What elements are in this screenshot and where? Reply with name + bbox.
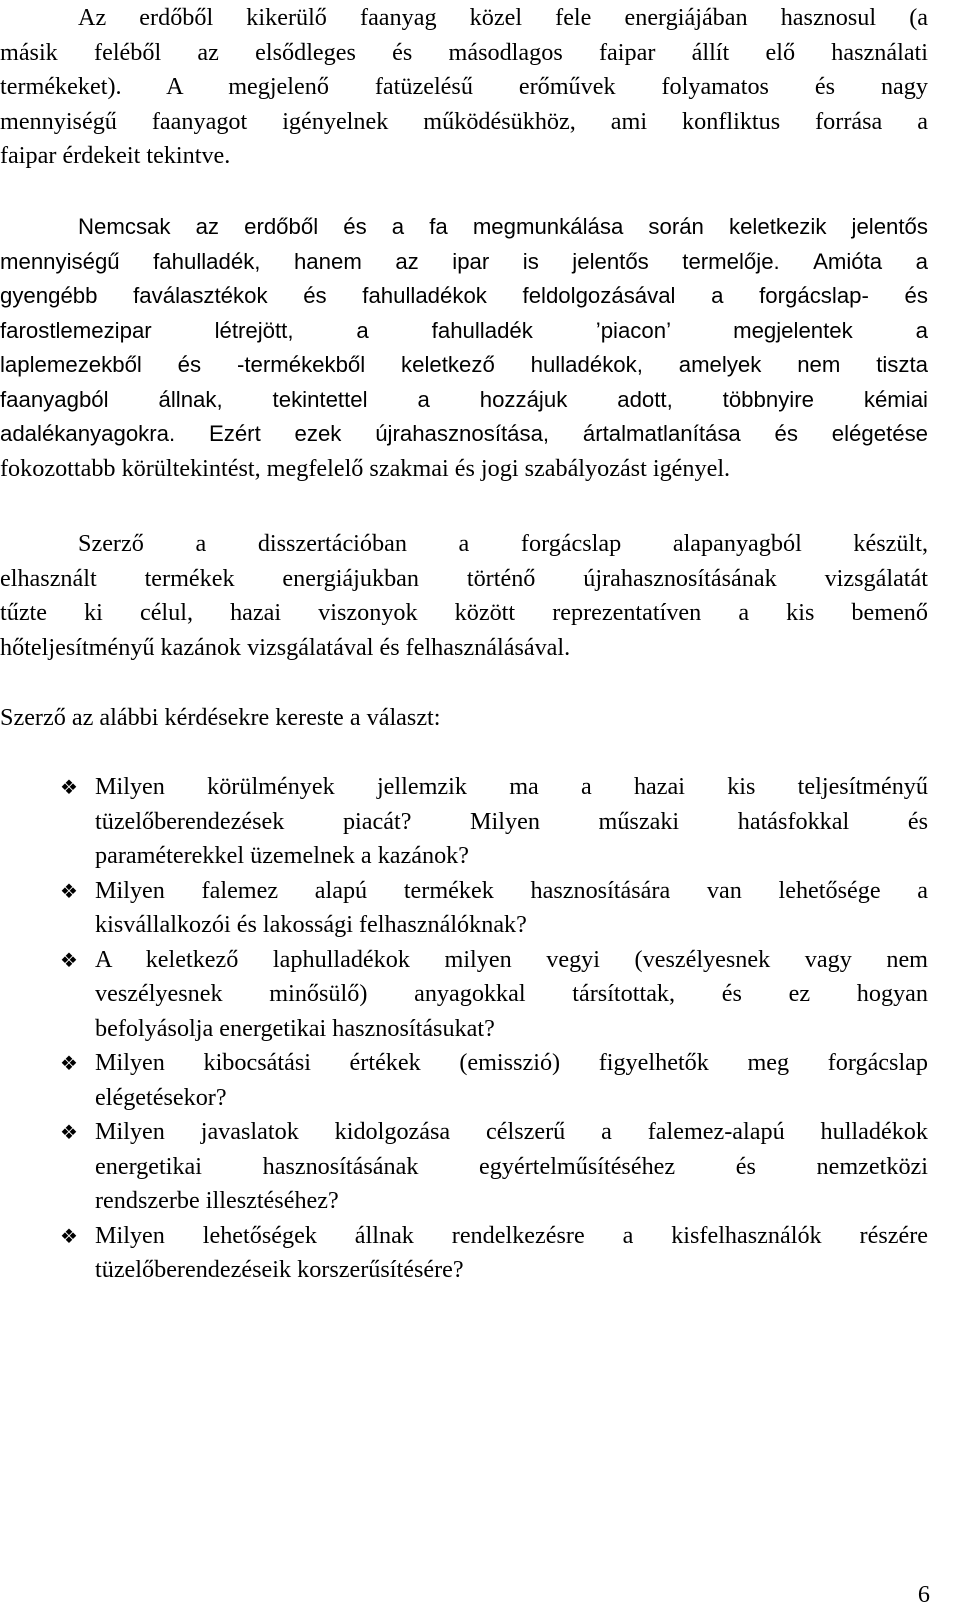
paragraph-waste [0,210,928,486]
paragraph-intro [0,1,928,174]
four-diamond-bullet-icon: ❖ [60,947,78,972]
list-item [60,1115,928,1219]
text-segment: mennyiségű fahulladék, hanem az ipar is jelentős termelője. [0,248,780,274]
text-line: hőteljesítményű kazánok vizsgálatával és felhasználásával. [0,633,571,661]
four-diamond-bullet-icon: ❖ [60,775,78,799]
four-diamond-bullet-icon: ❖ [60,878,78,903]
paragraph-aim [0,527,928,665]
text-line-mixed [0,245,928,280]
text-line: tüzelőberendezések piacát? Milyen műszaki hatásfokkal és [95,807,928,835]
text-line: Az erdőből kikerülő faanyag közel fele energiájában hasznosul (a [78,4,928,31]
list-item [60,770,928,874]
text-line: veszélyesnek minősülő) anyagokkal társítottak, és ez hogyan [95,980,928,1007]
list-item [60,874,928,943]
list-item [60,943,928,1047]
text-line: Milyen lehetőségek állnak rendelkezésre a kisfelhasználók részére [95,1221,928,1249]
text-line: gyengébb faválasztékok és fahulladékok feldolgozásával a forgácslap- és [0,283,928,308]
list-item [60,1046,928,1115]
page-number: 6 [917,1581,930,1608]
text-line: Nemcsak az erdőből és a fa megmunkálása során keletkezik jelentős [78,214,928,239]
text-line: elégetésekor? [95,1083,227,1111]
four-diamond-bullet-icon: ❖ [60,1120,78,1144]
text-line: Milyen falemez alapú termékek hasznosítására van lehetősége a [95,876,928,904]
text-line: Szerző az alábbi kérdésekre kereste a választ: [0,704,441,731]
text-line: tüzelőberendezéseik korszerűsítésére? [95,1256,464,1283]
text-line: fokozottabb körültekintést, megfelelő szakmai és jogi szabályozást igényel. [0,454,731,482]
text-segment: Amióta a [813,248,928,274]
text-line: termékeket). A megjelenő fatüzelésű erőművek folyamatos és nagy [0,73,928,100]
four-diamond-bullet-icon: ❖ [60,1051,78,1075]
list-item [60,1219,928,1288]
text-line: tűzte ki célul, hazai viszonyok között reprezentatíven a kis bemenő [0,599,928,626]
text-line: laplemezekből és -termékekből keletkező hulladékok, amelyek nem tiszta [0,352,928,377]
four-diamond-bullet-icon: ❖ [60,1223,78,1248]
text-line: energetikai hasznosításának egyértelműsítéséhez és nemzetközi [95,1152,928,1180]
text-line: kisvállalkozói és lakossági felhasználóknak? [95,911,527,938]
question-list [60,770,928,1288]
text-line: faipar érdekeit tekintve. [0,142,231,169]
text-line: másik feléből az elsődleges és másodlagos faipar állít elő használati [0,38,928,66]
text-line: adalékanyagokra. Ezért ezek újrahasznosítása, ártalmatlanítása és elégetése [0,421,928,446]
text-line: Milyen javaslatok kidolgozása célszerű a falemez-alapú hulladékok [95,1118,928,1145]
text-line: Milyen kibocsátási értékek (emisszió) figyelhetők meg forgácslap [95,1049,928,1076]
text-line: faanyagból állnak, tekintettel a hozzájuk adott, többnyire kémiai [0,386,928,412]
text-line: A keletkező laphulladékok milyen vegyi (veszélyesnek vagy nem [95,945,928,973]
text-line: paraméterekkel üzemelnek a kazánok? [95,842,470,869]
text-line: befolyásolja energetikai hasznosításukat? [95,1014,495,1042]
paragraph-questions-intro [0,701,928,736]
text-line: farostlemezipar létrejött, a fahulladék ’piacon’ megjelentek a [0,317,928,343]
text-line: Milyen körülmények jellemzik ma a hazai kis teljesítményű [95,773,928,800]
text-line: rendszerbe illesztéséhez? [95,1187,339,1214]
text-line: Szerző a disszertációban a forgácslap alapanyagból készült, [78,530,928,557]
text-line: mennyiségű faanyagot igényelnek működésükhöz, ami konfliktus forrása a [0,107,928,135]
text-line: elhasznált termékek energiájukban történő újrahasznosításának vizsgálatát [0,564,928,592]
